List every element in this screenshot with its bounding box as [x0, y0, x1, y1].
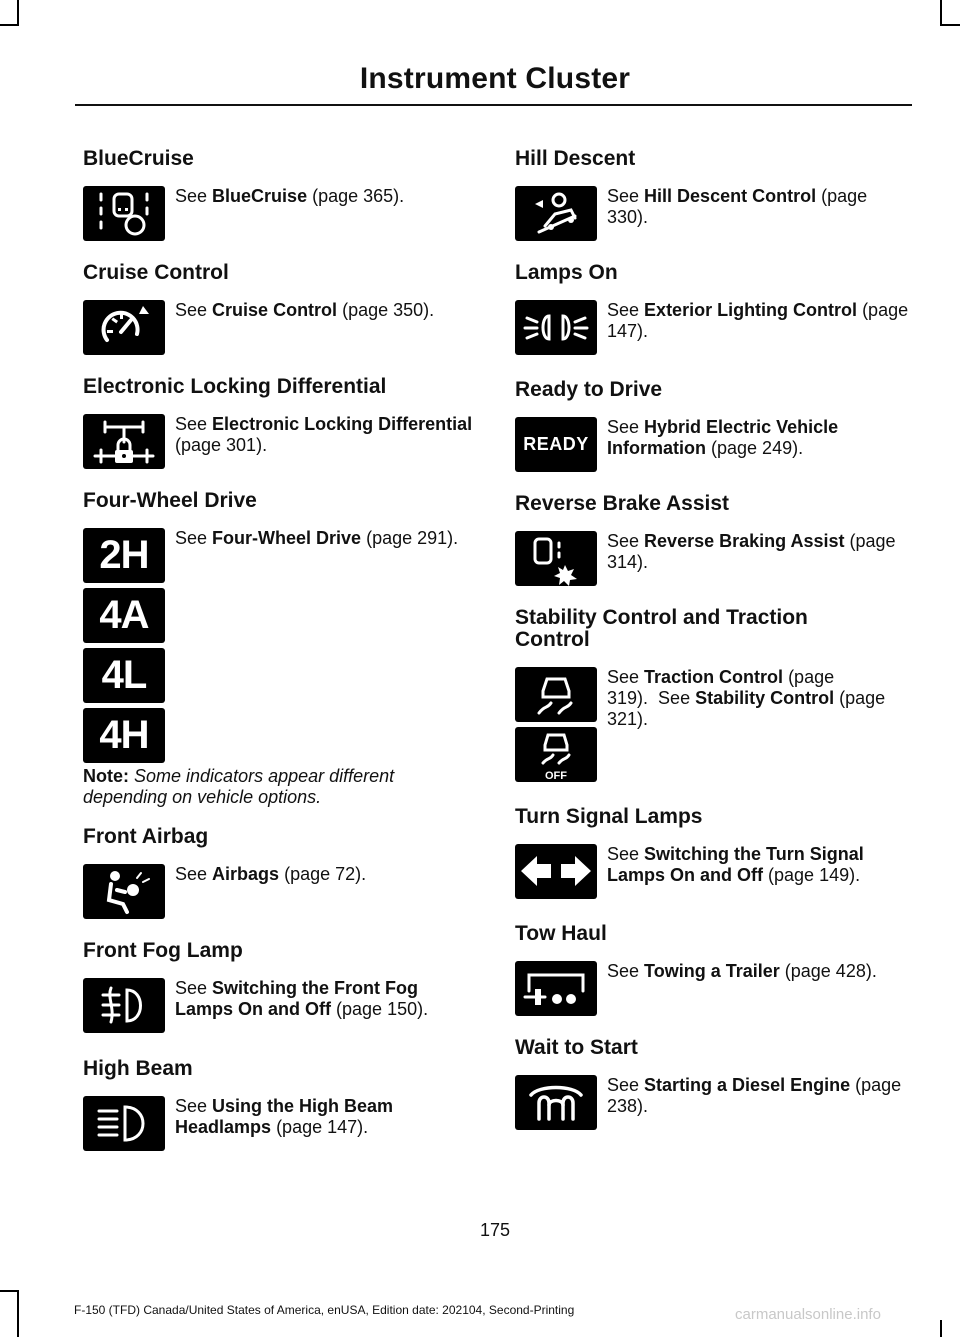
glow-plug-icon — [515, 1075, 597, 1130]
crop-mark — [940, 1320, 942, 1337]
section-heading: Wait to Start — [515, 1036, 638, 1059]
page-link[interactable]: Stability Control — [695, 688, 835, 708]
section-wait-to-start — [515, 1036, 915, 1116]
page-link[interactable]: Hybrid Electric Vehicle Information — [607, 417, 839, 458]
page-link[interactable]: Starting a Diesel Engine — [644, 1075, 851, 1095]
indicator-description: See BlueCruise (page 365). — [175, 186, 405, 206]
tow-haul-icon — [515, 961, 597, 1016]
note-label: Note: — [83, 766, 129, 786]
section-heading: Stability Control and Traction Control — [515, 606, 808, 651]
indicator-description: See Electronic Locking Differential (page 301). — [175, 414, 473, 455]
page-link[interactable]: Electronic Locking Differential — [212, 414, 473, 434]
hill-descent-icon — [515, 186, 597, 241]
section-heading: Turn Signal Lamps — [515, 805, 703, 828]
section-heading: High Beam — [83, 1057, 193, 1080]
cruise-control-icon — [83, 300, 165, 355]
section-reverse-brake-assist — [515, 492, 915, 572]
page-link[interactable]: Four-Wheel Drive — [212, 528, 362, 548]
crop-mark — [940, 0, 942, 26]
4h-icon: 4H — [83, 708, 165, 763]
page-link[interactable]: Exterior Lighting Control — [644, 300, 858, 320]
section-stability-control — [515, 606, 915, 782]
page-link[interactable]: Traction Control — [644, 667, 784, 687]
indicator-description: See Starting a Diesel Engine (page 238). — [607, 1075, 902, 1116]
section-tow-haul — [515, 922, 915, 981]
page-link[interactable]: Towing a Trailer — [644, 961, 780, 981]
header-rule — [75, 104, 912, 106]
note-text: Some indicators appear different depending on vehicle options. — [83, 766, 395, 807]
indicator-description: See Using the High Beam Headlamps (page 147). — [175, 1096, 394, 1137]
crop-mark — [0, 1290, 19, 1292]
turn-signal-icon — [515, 844, 597, 899]
page-link[interactable]: Cruise Control — [212, 300, 338, 320]
traction-control-off-icon — [515, 727, 597, 782]
differential-lock-icon — [83, 414, 165, 469]
section-four-wheel-drive — [83, 489, 483, 757]
section-electronic-locking-differential — [83, 375, 483, 455]
section-high-beam — [83, 1057, 483, 1137]
page-link[interactable]: Switching the Turn Signal Lamps On and Off — [607, 844, 864, 885]
crop-mark — [17, 0, 19, 26]
indicator-description: See Exterior Lighting Control (page 147). — [607, 300, 909, 341]
watermark: carmanualsonline.info — [735, 1306, 881, 1323]
fog-lamp-icon — [83, 978, 165, 1033]
section-front-airbag — [83, 825, 483, 884]
bluecruise-icon — [83, 186, 165, 241]
section-heading: Tow Haul — [515, 922, 607, 945]
section-heading: Lamps On — [515, 261, 618, 284]
section-ready-to-drive — [515, 378, 915, 458]
crop-mark — [940, 24, 960, 26]
section-heading: Hill Descent — [515, 147, 636, 170]
indicator-description: See Cruise Control (page 350). — [175, 300, 435, 320]
page-link[interactable]: Airbags — [212, 864, 280, 884]
page-link[interactable]: Reverse Braking Assist — [644, 531, 845, 551]
section-heading: Front Airbag — [83, 825, 209, 848]
section-front-fog-lamp — [83, 939, 483, 1019]
note — [83, 766, 483, 808]
indicator-description: See Airbags (page 72). — [175, 864, 367, 884]
high-beam-icon — [83, 1096, 165, 1151]
edition-footer: F-150 (TFD) Canada/United States of America, enUSA, Edition date: 202104, Second-Printing — [74, 1303, 575, 1317]
page-link[interactable]: Using the High Beam Headlamps — [175, 1096, 394, 1137]
off-label: OFF — [545, 770, 567, 782]
4a-icon: 4A — [83, 588, 165, 643]
indicator-description: See Hybrid Electric Vehicle Information (page 249). — [607, 417, 839, 458]
indicator-description: See Reverse Braking Assist (page 314). — [607, 531, 896, 572]
indicator-description: See Switching the Front Fog Lamps On and Off (page 150). — [175, 978, 429, 1019]
section-heading: BlueCruise — [83, 147, 194, 170]
section-heading: Reverse Brake Assist — [515, 492, 730, 515]
section-heading: Electronic Locking Differential — [83, 375, 387, 398]
lamps-on-icon — [515, 300, 597, 355]
section-cruise-control — [83, 261, 483, 320]
indicator-description: See Hill Descent Control (page 330). — [607, 186, 868, 227]
2h-icon: 2H — [83, 528, 165, 583]
section-heading: Front Fog Lamp — [83, 939, 243, 962]
section-bluecruise — [83, 147, 483, 206]
crop-mark — [17, 1290, 19, 1337]
section-heading: Four-Wheel Drive — [83, 489, 257, 512]
indicator-description: See Traction Control (page 319). See Stability Control (page 321). — [607, 667, 886, 729]
page-link[interactable]: Switching the Front Fog Lamps On and Off — [175, 978, 419, 1019]
reverse-brake-assist-icon — [515, 531, 597, 586]
indicator-description: See Four-Wheel Drive (page 291). — [175, 528, 459, 548]
section-turn-signal-lamps — [515, 805, 915, 885]
section-heading: Ready to Drive — [515, 378, 663, 401]
section-heading: Cruise Control — [83, 261, 229, 284]
section-hill-descent — [515, 147, 915, 227]
traction-control-icon — [515, 667, 597, 722]
crop-mark — [0, 24, 19, 26]
4l-icon: 4L — [83, 648, 165, 703]
page-link[interactable]: BlueCruise — [212, 186, 308, 206]
page-number: 175 — [479, 1220, 511, 1240]
indicator-description: See Towing a Trailer (page 428). — [607, 961, 877, 981]
page-link[interactable]: Hill Descent Control — [644, 186, 817, 206]
airbag-icon — [83, 864, 165, 919]
ready-icon: READY — [515, 417, 597, 472]
page-title: Instrument Cluster — [359, 62, 631, 95]
section-lamps-on — [515, 261, 915, 341]
indicator-description: See Switching the Turn Signal Lamps On and Off (page 149). — [607, 844, 864, 885]
